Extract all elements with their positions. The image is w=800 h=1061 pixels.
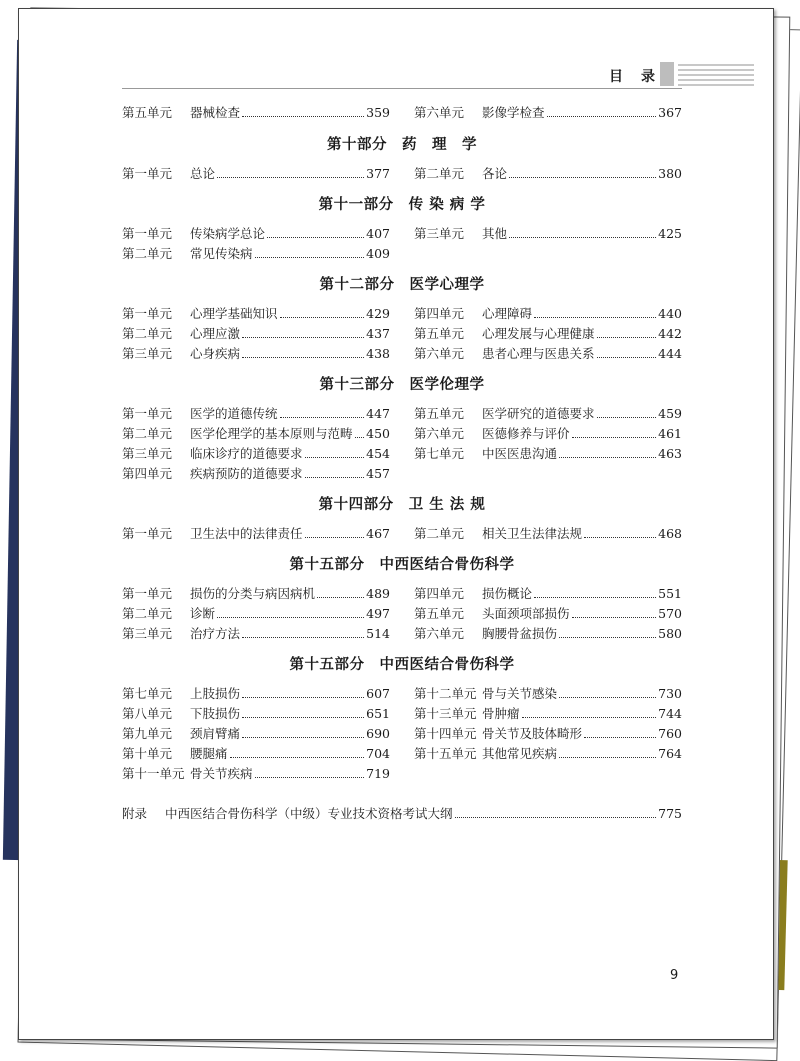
toc-unit-label: 第二单元 <box>414 526 465 541</box>
toc-unit-label: 第五单元 <box>414 606 465 621</box>
toc-entry-title: 胸腰骨盆损伤 <box>482 626 558 641</box>
toc-page-number: 719 <box>366 766 390 781</box>
dot-leader <box>242 115 364 117</box>
section-heading: 第十一部分 传 染 病 学 <box>318 196 486 213</box>
toc-entry-title: 常见传染病 <box>190 246 253 261</box>
dot-leader <box>597 356 657 358</box>
toc-unit-label: 第八单元 <box>122 706 173 721</box>
toc-entry[interactable] <box>414 344 682 364</box>
toc-page-number: 438 <box>366 346 390 361</box>
toc-page-number: 407 <box>366 226 390 241</box>
toc-entry-title: 治疗方法 <box>190 626 241 641</box>
toc-entry-title: 医学伦理学的基本原则与范畴 <box>190 426 353 441</box>
toc-unit-label: 第十三单元 <box>414 706 477 721</box>
toc-page-number: 457 <box>366 466 390 481</box>
toc-page-number: 409 <box>366 246 390 261</box>
toc-unit-label: 第七单元 <box>122 686 173 701</box>
toc-entry[interactable] <box>414 584 682 604</box>
toc-page-number: 454 <box>366 446 390 461</box>
toc-page-number: 760 <box>658 726 682 741</box>
toc-entry[interactable] <box>122 244 390 264</box>
section-heading: 第十二部分 医学心理学 <box>319 276 485 293</box>
toc-entry-title: 总论 <box>190 166 216 181</box>
toc-unit-label: 第二单元 <box>414 166 465 181</box>
toc-entry-title: 头面颈项部损伤 <box>482 606 570 621</box>
toc-page-number: 551 <box>658 586 682 601</box>
toc-entry-title: 骨与关节感染 <box>482 686 558 701</box>
toc-unit-label: 第五单元 <box>414 406 465 421</box>
toc-entry-title: 上肢损伤 <box>190 686 241 701</box>
toc-unit-label: 第三单元 <box>122 626 173 641</box>
section-heading: 第十五部分 中西医结合骨伤科学 <box>289 556 515 573</box>
toc-unit-label: 第六单元 <box>414 626 465 641</box>
toc-page-number: 377 <box>366 166 390 181</box>
toc-entry-title: 诊断 <box>190 606 216 621</box>
toc-entry[interactable] <box>122 524 390 544</box>
toc-entry-title: 中医医患沟通 <box>482 446 558 461</box>
dot-leader <box>559 696 656 698</box>
dot-leader <box>242 336 364 338</box>
dot-leader <box>559 636 656 638</box>
dot-leader <box>305 456 365 458</box>
toc-entry[interactable] <box>122 744 390 764</box>
dot-leader <box>217 616 364 618</box>
toc-entry[interactable] <box>122 604 390 624</box>
toc-entry[interactable] <box>414 304 682 324</box>
toc-entry[interactable] <box>122 764 390 784</box>
page-number: 9 <box>670 968 679 983</box>
toc-entry[interactable] <box>414 103 682 123</box>
toc-entry-title: 卫生法中的法律责任 <box>190 526 303 541</box>
toc-entry[interactable] <box>122 103 390 123</box>
toc-entry[interactable] <box>122 404 390 424</box>
toc-entry-title: 患者心理与医患关系 <box>482 346 595 361</box>
toc-page-number: 580 <box>658 626 682 641</box>
toc-entry[interactable] <box>414 604 682 624</box>
toc-entry-title: 下肢损伤 <box>190 706 241 721</box>
toc-unit-label: 第三单元 <box>414 226 465 241</box>
dot-leader <box>242 356 364 358</box>
dot-leader <box>230 756 365 758</box>
toc-unit-label: 第三单元 <box>122 346 173 361</box>
toc-page-number: 459 <box>658 406 682 421</box>
toc-entry[interactable] <box>414 744 682 764</box>
toc-page-number: 651 <box>366 706 390 721</box>
toc-unit-label: 第六单元 <box>414 426 465 441</box>
dot-leader <box>509 236 656 238</box>
dot-leader <box>572 616 657 618</box>
toc-unit-label: 第四单元 <box>414 586 465 601</box>
toc-entry-title: 相关卫生法律法规 <box>482 526 583 541</box>
toc-entry[interactable] <box>122 164 390 184</box>
toc-page-number: 468 <box>658 526 682 541</box>
toc-entry[interactable] <box>122 324 390 344</box>
header-rule <box>122 88 682 89</box>
toc-page-number: 367 <box>658 105 682 120</box>
toc-entry-title: 医学研究的道德要求 <box>482 406 595 421</box>
dot-leader <box>534 316 656 318</box>
dot-leader <box>455 816 657 818</box>
header-decoration <box>660 62 755 86</box>
toc-page-number: 450 <box>366 426 390 441</box>
toc-entry-title: 传染病学总论 <box>190 226 266 241</box>
toc-entry-title: 器械检查 <box>190 105 241 120</box>
dot-leader <box>255 256 365 258</box>
toc-entry[interactable] <box>414 524 682 544</box>
toc-entry-title: 心理障碍 <box>482 306 533 321</box>
toc-entry[interactable] <box>122 304 390 324</box>
toc-entry[interactable] <box>122 444 390 464</box>
toc-unit-label: 第十五单元 <box>414 746 477 761</box>
toc-entry-title: 骨关节疾病 <box>190 766 253 781</box>
toc-unit-label: 第二单元 <box>122 326 173 341</box>
toc-unit-label: 第一单元 <box>122 526 173 541</box>
toc-page-number: 570 <box>658 606 682 621</box>
toc-page-number: 730 <box>658 686 682 701</box>
toc-entry-title: 腰腿痛 <box>190 746 228 761</box>
toc-page-number: 429 <box>366 306 390 321</box>
toc-unit-label: 第十单元 <box>122 746 173 761</box>
toc-entry[interactable] <box>122 344 390 364</box>
toc-unit-label: 第六单元 <box>414 346 465 361</box>
section-heading: 第十三部分 医学伦理学 <box>319 376 485 393</box>
toc-entry-title: 医德修养与评价 <box>482 426 570 441</box>
dot-leader <box>509 176 656 178</box>
dot-leader <box>280 416 365 418</box>
appendix-entry[interactable] <box>122 804 682 824</box>
toc-unit-label: 第六单元 <box>414 105 465 120</box>
toc-unit-label: 第四单元 <box>414 306 465 321</box>
toc-entry[interactable] <box>414 624 682 644</box>
dot-leader <box>584 536 656 538</box>
toc-entry-title: 颈肩臂痛 <box>190 726 241 741</box>
toc-entry-title: 损伤的分类与病因病机 <box>190 586 316 601</box>
toc-page-number: 744 <box>658 706 682 721</box>
dot-leader <box>242 736 364 738</box>
toc-unit-label: 第五单元 <box>414 326 465 341</box>
toc-entry[interactable] <box>122 684 390 704</box>
toc-page-number: 440 <box>658 306 682 321</box>
toc-unit-label: 第十四单元 <box>414 726 477 741</box>
toc-entry[interactable] <box>414 724 682 744</box>
toc-entry[interactable] <box>122 584 390 604</box>
dot-leader <box>559 456 656 458</box>
toc-page-number: 764 <box>658 746 682 761</box>
toc-entry[interactable] <box>122 424 390 444</box>
appendix-label: 附录 <box>122 806 148 821</box>
toc-entry[interactable] <box>122 224 390 244</box>
toc-unit-label: 第一单元 <box>122 406 173 421</box>
toc-entry-title: 心理发展与心理健康 <box>482 326 595 341</box>
dot-leader <box>255 776 365 778</box>
toc-entry[interactable] <box>414 424 682 444</box>
toc-unit-label: 第五单元 <box>122 105 173 120</box>
dot-leader <box>267 236 364 238</box>
toc-entry[interactable] <box>414 164 682 184</box>
section-heading: 第十五部分 中西医结合骨伤科学 <box>289 656 515 673</box>
toc-unit-label: 第二单元 <box>122 246 173 261</box>
dot-leader <box>534 596 656 598</box>
toc-entry-title: 影像学检查 <box>482 105 545 120</box>
toc-entry-title: 疾病预防的道德要求 <box>190 466 303 481</box>
toc-page-number: 425 <box>658 226 682 241</box>
appendix-page: 775 <box>658 806 682 821</box>
toc-page-number: 514 <box>366 626 390 641</box>
section-heading: 第十四部分 卫 生 法 规 <box>318 496 486 513</box>
toc-entry-title: 心理学基础知识 <box>190 306 278 321</box>
toc-header-label: 目 录 <box>609 69 657 85</box>
toc-entry[interactable] <box>414 684 682 704</box>
toc-unit-label: 第二单元 <box>122 426 173 441</box>
toc-page-number: 444 <box>658 346 682 361</box>
toc-entry[interactable] <box>414 704 682 724</box>
toc-entry[interactable] <box>414 404 682 424</box>
toc-entry[interactable] <box>414 224 682 244</box>
toc-unit-label: 第一单元 <box>122 166 173 181</box>
dot-leader <box>584 736 656 738</box>
toc-unit-label: 第九单元 <box>122 726 173 741</box>
toc-page-number: 607 <box>366 686 390 701</box>
toc-page-number: 442 <box>658 326 682 341</box>
dot-leader <box>280 316 365 318</box>
toc-page-number: 380 <box>658 166 682 181</box>
toc-unit-label: 第七单元 <box>414 446 465 461</box>
dot-leader <box>305 476 365 478</box>
dot-leader <box>559 756 656 758</box>
toc-entry[interactable] <box>414 324 682 344</box>
dot-leader <box>547 115 657 117</box>
dot-leader <box>522 716 657 718</box>
toc-unit-label: 第四单元 <box>122 466 173 481</box>
dot-leader <box>317 596 364 598</box>
toc-page-number: 437 <box>366 326 390 341</box>
toc-page-number: 447 <box>366 406 390 421</box>
toc-entry[interactable] <box>122 724 390 744</box>
toc-page-number: 467 <box>366 526 390 541</box>
dot-leader <box>242 696 364 698</box>
section-heading: 第十部分 药 理 学 <box>327 136 477 153</box>
toc-unit-label: 第一单元 <box>122 586 173 601</box>
toc-entry-title: 临床诊疗的道德要求 <box>190 446 303 461</box>
dot-leader <box>597 416 657 418</box>
toc-page-number: 690 <box>366 726 390 741</box>
toc-unit-label: 第三单元 <box>122 446 173 461</box>
toc-unit-label: 第十一单元 <box>122 766 185 781</box>
dot-leader <box>597 336 657 338</box>
toc-entry-title: 各论 <box>482 166 508 181</box>
appendix-title: 中西医结合骨伤科学（中级）专业技术资格考试大纲 <box>165 806 453 821</box>
toc-unit-label: 第二单元 <box>122 606 173 621</box>
toc-page-number: 461 <box>658 426 682 441</box>
toc-entry[interactable] <box>414 444 682 464</box>
dot-leader <box>217 176 364 178</box>
toc-entry-title: 其他 <box>482 226 508 241</box>
toc-page-number: 704 <box>366 746 390 761</box>
toc-entry-title: 骨肿瘤 <box>482 706 520 721</box>
toc-unit-label: 第一单元 <box>122 226 173 241</box>
dot-leader <box>305 536 365 538</box>
toc-entry[interactable] <box>122 624 390 644</box>
toc-entry-title: 骨关节及肢体畸形 <box>482 726 583 741</box>
dot-leader <box>242 636 364 638</box>
toc-entry-title: 心身疾病 <box>190 346 241 361</box>
dot-leader <box>355 436 365 438</box>
dot-leader <box>572 436 657 438</box>
toc-entry-title: 医学的道德传统 <box>190 406 278 421</box>
toc-entry-title: 心理应激 <box>190 326 241 341</box>
toc-entry-title: 损伤概论 <box>482 586 533 601</box>
toc-page-number: 497 <box>366 606 390 621</box>
toc-page-number: 489 <box>366 586 390 601</box>
toc-entry-title: 其他常见疾病 <box>482 746 558 761</box>
toc-unit-label: 第十二单元 <box>414 686 477 701</box>
toc-entry[interactable] <box>122 464 390 484</box>
toc-entry[interactable] <box>122 704 390 724</box>
dot-leader <box>242 716 364 718</box>
toc-unit-label: 第一单元 <box>122 306 173 321</box>
toc-page-number: 463 <box>658 446 682 461</box>
toc-page-number: 359 <box>366 105 390 120</box>
